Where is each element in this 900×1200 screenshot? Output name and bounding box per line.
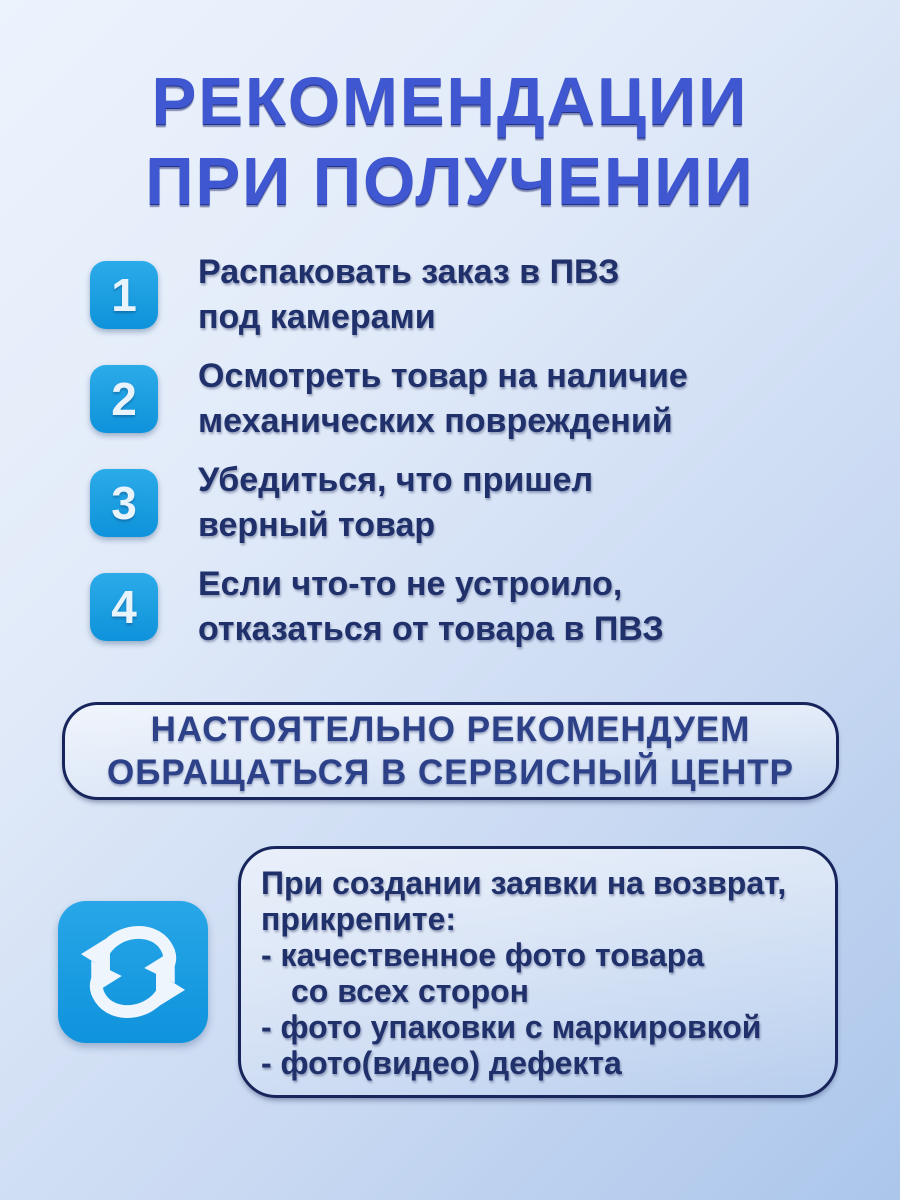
page-title-line-2: ПРИ ПОЛУЧЕНИИ [145, 144, 755, 219]
step-4-line-2: отказаться от товара в ПВЗ [198, 610, 664, 648]
return-note-box [238, 846, 838, 1098]
service-center-banner [62, 702, 839, 800]
step-4-text [198, 562, 664, 652]
step-3-text [198, 458, 593, 548]
step-2-line-2: механических повреждений [198, 402, 673, 440]
step-1-number-badge: 1 [90, 261, 158, 329]
step-1-line-1: Распаковать заказ в ПВЗ [198, 253, 620, 291]
return-note-section [0, 846, 900, 1098]
return-note-line-2: прикрепите: [261, 901, 457, 937]
step-3-line-1: Убедиться, что пришел [198, 461, 594, 499]
exchange-arrows-icon [69, 911, 197, 1033]
return-note-line-1: При создании заявки на возврат, [261, 865, 787, 901]
return-note-line-3: - качественное фото товара [261, 937, 705, 973]
page-title [0, 0, 900, 222]
step-2-number-badge: 2 [90, 365, 158, 433]
return-note-line-6: - фото(видео) дефекта [261, 1045, 622, 1081]
step-4 [90, 562, 850, 652]
banner-line-2: ОБРАЩАТЬСЯ В СЕРВИСНЫЙ ЦЕНТР [107, 753, 794, 792]
return-exchange-badge [58, 901, 208, 1043]
step-2 [90, 354, 850, 444]
step-2-line-1: Осмотреть товар на наличие [198, 357, 688, 395]
step-4-line-1: Если что-то не устроило, [198, 565, 623, 603]
step-3 [90, 458, 850, 548]
step-3-line-2: верный товар [198, 506, 436, 544]
page-title-line-1: РЕКОМЕНДАЦИИ [151, 64, 749, 139]
step-1-line-2: под камерами [198, 298, 436, 336]
banner-line-1: НАСТОЯТЕЛЬНО РЕКОМЕНДУЕМ [150, 710, 751, 749]
step-1-text [198, 250, 619, 340]
step-2-text [198, 354, 688, 444]
return-note-line-5: - фото упаковки с маркировкой [261, 1009, 762, 1045]
step-1 [90, 250, 850, 340]
return-note-line-4: со всех сторон [291, 973, 529, 1009]
step-3-number-badge: 3 [90, 469, 158, 537]
step-4-number-badge: 4 [90, 573, 158, 641]
steps-list [0, 250, 900, 652]
